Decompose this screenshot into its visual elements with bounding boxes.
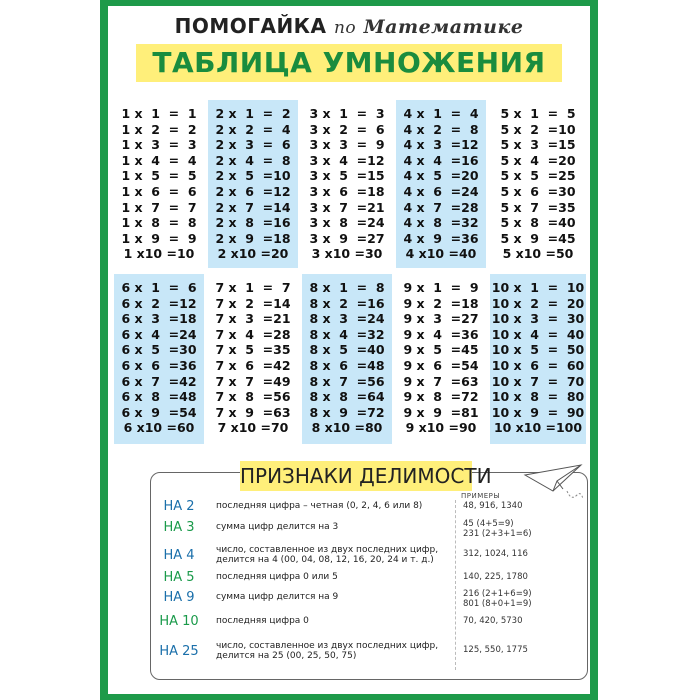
table-line: 6 x10 =60	[123, 420, 195, 436]
table-line: 6 x 2 =12	[121, 295, 197, 311]
times-table-9	[396, 274, 486, 444]
table-line: 10 x 8 = 80	[491, 389, 585, 405]
rule-description: число, составленное из двух последних цифр, делится на 4 (00, 04, 08, 12, 16, 20, 24 и т. д.)	[216, 545, 439, 565]
table-line: 4 x 5 =20	[403, 168, 479, 184]
page-title: ТАБЛИЦА УМНОЖЕНИЯ	[152, 46, 546, 79]
table-line: 9 x 2 =18	[403, 295, 479, 311]
times-table-10	[490, 274, 586, 444]
table-line: 2 x 9 =18	[215, 230, 291, 246]
table-line: 8 x 8 =64	[309, 389, 385, 405]
table-line: 3 x 2 = 6	[309, 121, 385, 137]
table-line: 10 x10 =100	[493, 420, 583, 436]
rule-example: 48, 916, 1340	[463, 501, 523, 511]
table-line: 8 x 3 =24	[309, 311, 385, 327]
rule-description: сумма цифр делится на 9	[216, 592, 339, 602]
rule-description: число, составленное из двух последних цифр, делится на 25 (00, 25, 50, 75)	[216, 641, 439, 661]
table-line: 6 x 6 =36	[121, 358, 197, 373]
table-line: 9 x 7 =63	[403, 373, 479, 389]
rule-example: 70, 420, 5730	[463, 616, 523, 626]
table-line: 6 x 5 =30	[121, 342, 197, 358]
table-line: 1 x 4 = 4	[121, 152, 197, 168]
table-line: 6 x 9 =54	[121, 404, 197, 420]
times-table-3	[302, 100, 392, 268]
table-line: 4 x 3 =12	[403, 137, 479, 153]
table-line: 8 x 4 =32	[309, 326, 385, 342]
table-line: 2 x 7 =14	[215, 199, 291, 215]
table-line: 5 x 2 =10	[500, 121, 576, 137]
rule-divisor: НА 3	[163, 520, 195, 535]
table-line: 1 x 8 = 8	[121, 215, 197, 231]
table-line: 6 x 3 =18	[121, 311, 197, 327]
table-line: 4 x 4 =16	[403, 152, 479, 168]
table-line: 5 x 5 =25	[500, 168, 576, 184]
table-line: 10 x 6 = 60	[491, 358, 585, 373]
table-line: 5 x 9 =45	[500, 230, 576, 246]
table-line: 6 x 4 =24	[121, 326, 197, 342]
rule-example: 216 (2+1+6=9) 801 (8+0+1=9)	[463, 589, 532, 609]
rule-divisor: НА 5	[163, 570, 195, 585]
times-table-5	[490, 100, 586, 268]
table-line: 2 x10 =20	[217, 246, 289, 262]
table-line: 4 x 6 =24	[403, 184, 479, 199]
paper-plane-icon	[523, 461, 585, 505]
table-line: 5 x 1 = 5	[500, 106, 576, 121]
rule-example: 125, 550, 1775	[463, 645, 528, 655]
table-line: 3 x 6 =18	[309, 184, 385, 199]
table-line: 2 x 4 = 8	[215, 152, 291, 168]
table-line: 7 x 8 =56	[215, 389, 291, 405]
table-line: 8 x 5 =40	[309, 342, 385, 358]
table-line: 8 x 9 =72	[309, 404, 385, 420]
table-line: 7 x 1 = 7	[215, 280, 291, 295]
table-line: 3 x 7 =21	[309, 199, 385, 215]
table-line: 4 x 2 = 8	[403, 121, 479, 137]
table-line: 2 x 1 = 2	[215, 106, 291, 121]
table-line: 10 x 3 = 30	[491, 311, 585, 327]
rule-divisor: НА 4	[163, 548, 195, 563]
table-line: 8 x 6 =48	[309, 358, 385, 373]
table-line: 1 x 7 = 7	[121, 199, 197, 215]
brand-preposition: по	[333, 18, 357, 38]
table-line: 7 x 5 =35	[215, 342, 291, 358]
table-line: 3 x 9 =27	[309, 230, 385, 246]
rule-example: 140, 225, 1780	[463, 572, 528, 582]
table-line: 8 x 2 =16	[309, 295, 385, 311]
table-line: 10 x 1 = 10	[491, 280, 585, 295]
table-line: 9 x 5 =45	[403, 342, 479, 358]
table-line: 7 x 2 =14	[215, 295, 291, 311]
table-line: 6 x 8 =48	[121, 389, 197, 405]
table-line: 7 x 6 =42	[215, 358, 291, 373]
brand-subject: Математике	[363, 16, 524, 38]
table-line: 6 x 1 = 6	[121, 280, 197, 295]
divisibility-title: ПРИЗНАКИ ДЕЛИМОСТИ	[240, 464, 492, 488]
table-line: 6 x 7 =42	[121, 373, 197, 389]
times-table-6	[114, 274, 204, 444]
table-line: 1 x 9 = 9	[121, 230, 197, 246]
table-line: 3 x 3 = 9	[309, 137, 385, 153]
table-line: 2 x 6 =12	[215, 184, 291, 199]
table-line: 1 x 2 = 2	[121, 121, 197, 137]
table-line: 4 x 7 =28	[403, 199, 479, 215]
table-line: 7 x 7 =49	[215, 373, 291, 389]
table-line: 4 x 8 =32	[403, 215, 479, 231]
rule-description: последняя цифра – четная (0, 2, 4, 6 или 8)	[216, 501, 423, 511]
table-line: 8 x 1 = 8	[309, 280, 385, 295]
table-line: 7 x10 =70	[217, 420, 289, 436]
table-line: 3 x10 =30	[311, 246, 383, 262]
times-table-4	[396, 100, 486, 268]
table-line: 9 x 6 =54	[403, 358, 479, 373]
table-line: 1 x 1 = 1	[121, 106, 197, 121]
table-line: 9 x 9 =81	[403, 404, 479, 420]
table-line: 9 x10 =90	[405, 420, 477, 436]
brand-name: ПОМОГАЙКА	[174, 14, 327, 38]
examples-label: ПРИМЕРЫ	[461, 492, 501, 500]
table-line: 1 x 3 = 3	[121, 137, 197, 153]
table-line: 1 x10 =10	[123, 246, 195, 262]
table-line: 4 x 9 =36	[403, 230, 479, 246]
table-line: 9 x 3 =27	[403, 311, 479, 327]
table-line: 1 x 6 = 6	[121, 184, 197, 199]
examples-divider	[455, 500, 456, 670]
table-line: 10 x 9 = 90	[491, 404, 585, 420]
table-line: 2 x 2 = 4	[215, 121, 291, 137]
table-line: 10 x 4 = 40	[491, 326, 585, 342]
table-line: 1 x 5 = 5	[121, 168, 197, 184]
table-line: 7 x 3 =21	[215, 311, 291, 327]
table-line: 8 x10 =80	[311, 420, 383, 436]
table-line: 2 x 3 = 6	[215, 137, 291, 153]
table-line: 5 x 3 =15	[500, 137, 576, 153]
times-table-8	[302, 274, 392, 444]
brand-header	[108, 14, 590, 40]
table-line: 4 x 1 = 4	[403, 106, 479, 121]
table-line: 8 x 7 =56	[309, 373, 385, 389]
rule-divisor: НА 10	[159, 614, 199, 629]
table-line: 5 x 6 =30	[500, 184, 576, 199]
times-table-7	[208, 274, 298, 444]
table-line: 3 x 4 =12	[309, 152, 385, 168]
table-line: 9 x 8 =72	[403, 389, 479, 405]
table-line: 5 x10 =50	[502, 246, 574, 262]
rule-divisor: НА 2	[163, 499, 195, 514]
table-line: 4 x10 =40	[405, 246, 477, 262]
rule-description: последняя цифра 0 или 5	[216, 572, 338, 582]
table-line: 5 x 4 =20	[500, 152, 576, 168]
table-line: 10 x 2 = 20	[491, 295, 585, 311]
rule-example: 45 (4+5=9) 231 (2+3+1=6)	[463, 519, 532, 539]
table-line: 2 x 5 =10	[215, 168, 291, 184]
rule-divisor: НА 25	[159, 644, 199, 659]
times-table-2	[208, 100, 298, 268]
table-line: 9 x 1 = 9	[403, 280, 479, 295]
poster-content	[108, 6, 590, 694]
table-line: 9 x 4 =36	[403, 326, 479, 342]
table-line: 10 x 7 = 70	[491, 373, 585, 389]
times-table-1	[114, 100, 204, 268]
rule-description: последняя цифра 0	[216, 616, 309, 626]
table-line: 2 x 8 =16	[215, 215, 291, 231]
rule-description: сумма цифр делится на 3	[216, 522, 339, 532]
table-line: 7 x 9 =63	[215, 404, 291, 420]
table-line: 5 x 8 =40	[500, 215, 576, 231]
table-line: 5 x 7 =35	[500, 199, 576, 215]
table-line: 10 x 5 = 50	[491, 342, 585, 358]
table-line: 3 x 8 =24	[309, 215, 385, 231]
table-line: 3 x 1 = 3	[309, 106, 385, 121]
rule-divisor: НА 9	[163, 590, 195, 605]
rule-example: 312, 1024, 116	[463, 549, 528, 559]
poster	[100, 0, 598, 700]
table-line: 7 x 4 =28	[215, 326, 291, 342]
table-line: 3 x 5 =15	[309, 168, 385, 184]
